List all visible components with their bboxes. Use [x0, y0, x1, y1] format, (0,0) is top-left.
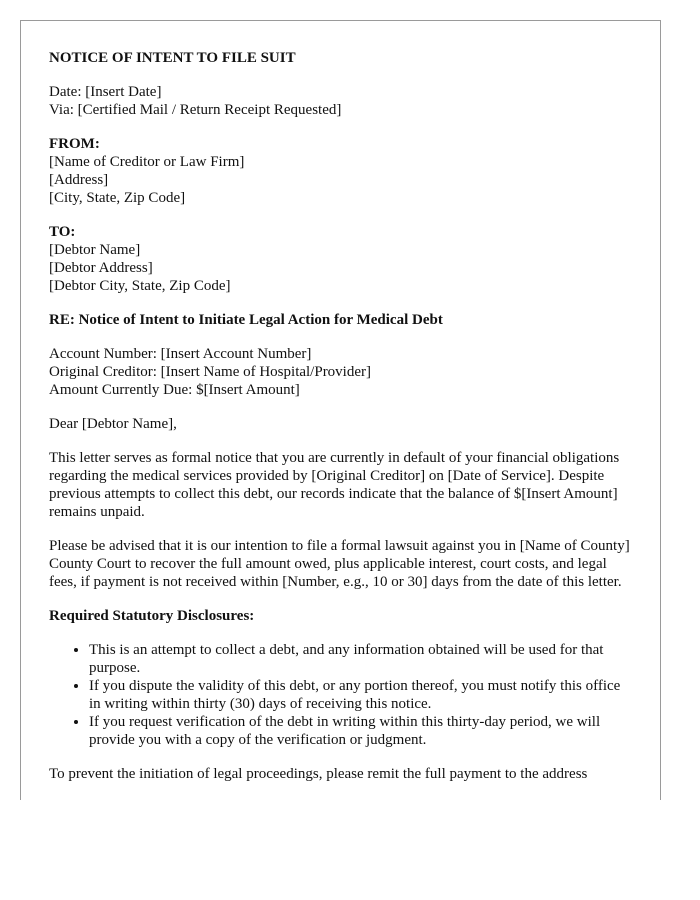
- from-heading: FROM:: [49, 136, 100, 152]
- from-line: [Name of Creditor or Law Firm]: [49, 154, 245, 170]
- from-line: [Address]: [49, 172, 109, 188]
- to-line: [Debtor City, State, Zip Code]: [49, 278, 231, 294]
- account-number: Account Number: [Insert Account Number]: [49, 346, 312, 362]
- disclosure-item: • This is an attempt to collect a debt, and any information obtained will be used for that purpose.: [89, 641, 634, 677]
- from-line: [City, State, Zip Code]: [49, 190, 186, 206]
- disclosure-item: • If you request verification of the debt in writing within this thirty-day period, we will provide you with a copy of the verification or judgment.: [89, 713, 634, 749]
- disclosures-heading: Required Statutory Disclosures:: [49, 608, 255, 624]
- re-line: RE: Notice of Intent to Initiate Legal Action for Medical Debt: [49, 312, 443, 328]
- closing-paragraph: To prevent the initiation of legal proceedings, please remit the full payment to the address: [49, 766, 588, 782]
- date-line: Date: [Insert Date]: [49, 84, 162, 100]
- paragraph-intent-to-sue: Please be advised that it is our intention to file a formal lawsuit against you in [Name of County] County Court to recover the full amount owed, plus applicable interest, court costs, and legal fees, if payment is not received within [Number, e.g., 10 or 30] days from the date of this letter.: [49, 538, 630, 590]
- disclosure-item: • If you dispute the validity of this debt, or any portion thereof, you must notify this office in writing within thirty (30) days of receiving this notice.: [89, 677, 634, 713]
- document-page: [20, 20, 661, 800]
- to-heading: TO:: [49, 224, 76, 240]
- salutation: Dear [Debtor Name],: [49, 416, 177, 432]
- document-title: NOTICE OF INTENT TO FILE SUIT: [49, 50, 296, 66]
- original-creditor: Original Creditor: [Insert Name of Hospital/Provider]: [49, 364, 372, 380]
- disclosures-list: [49, 641, 634, 749]
- paragraph-default-notice: This letter serves as formal notice that you are currently in default of your financial obligations regarding the medical services provided by [Original Creditor] on [Date of Service]. Despite previous attempts to collect this debt, our records indicate that the balance of $[Insert Amount] remains unpaid.: [49, 450, 620, 520]
- letter-body: [49, 49, 634, 783]
- to-line: [Debtor Name]: [49, 242, 141, 258]
- via-line: Via: [Certified Mail / Return Receipt Requested]: [49, 102, 342, 118]
- to-line: [Debtor Address]: [49, 260, 153, 276]
- amount-due: Amount Currently Due: $[Insert Amount]: [49, 382, 300, 398]
